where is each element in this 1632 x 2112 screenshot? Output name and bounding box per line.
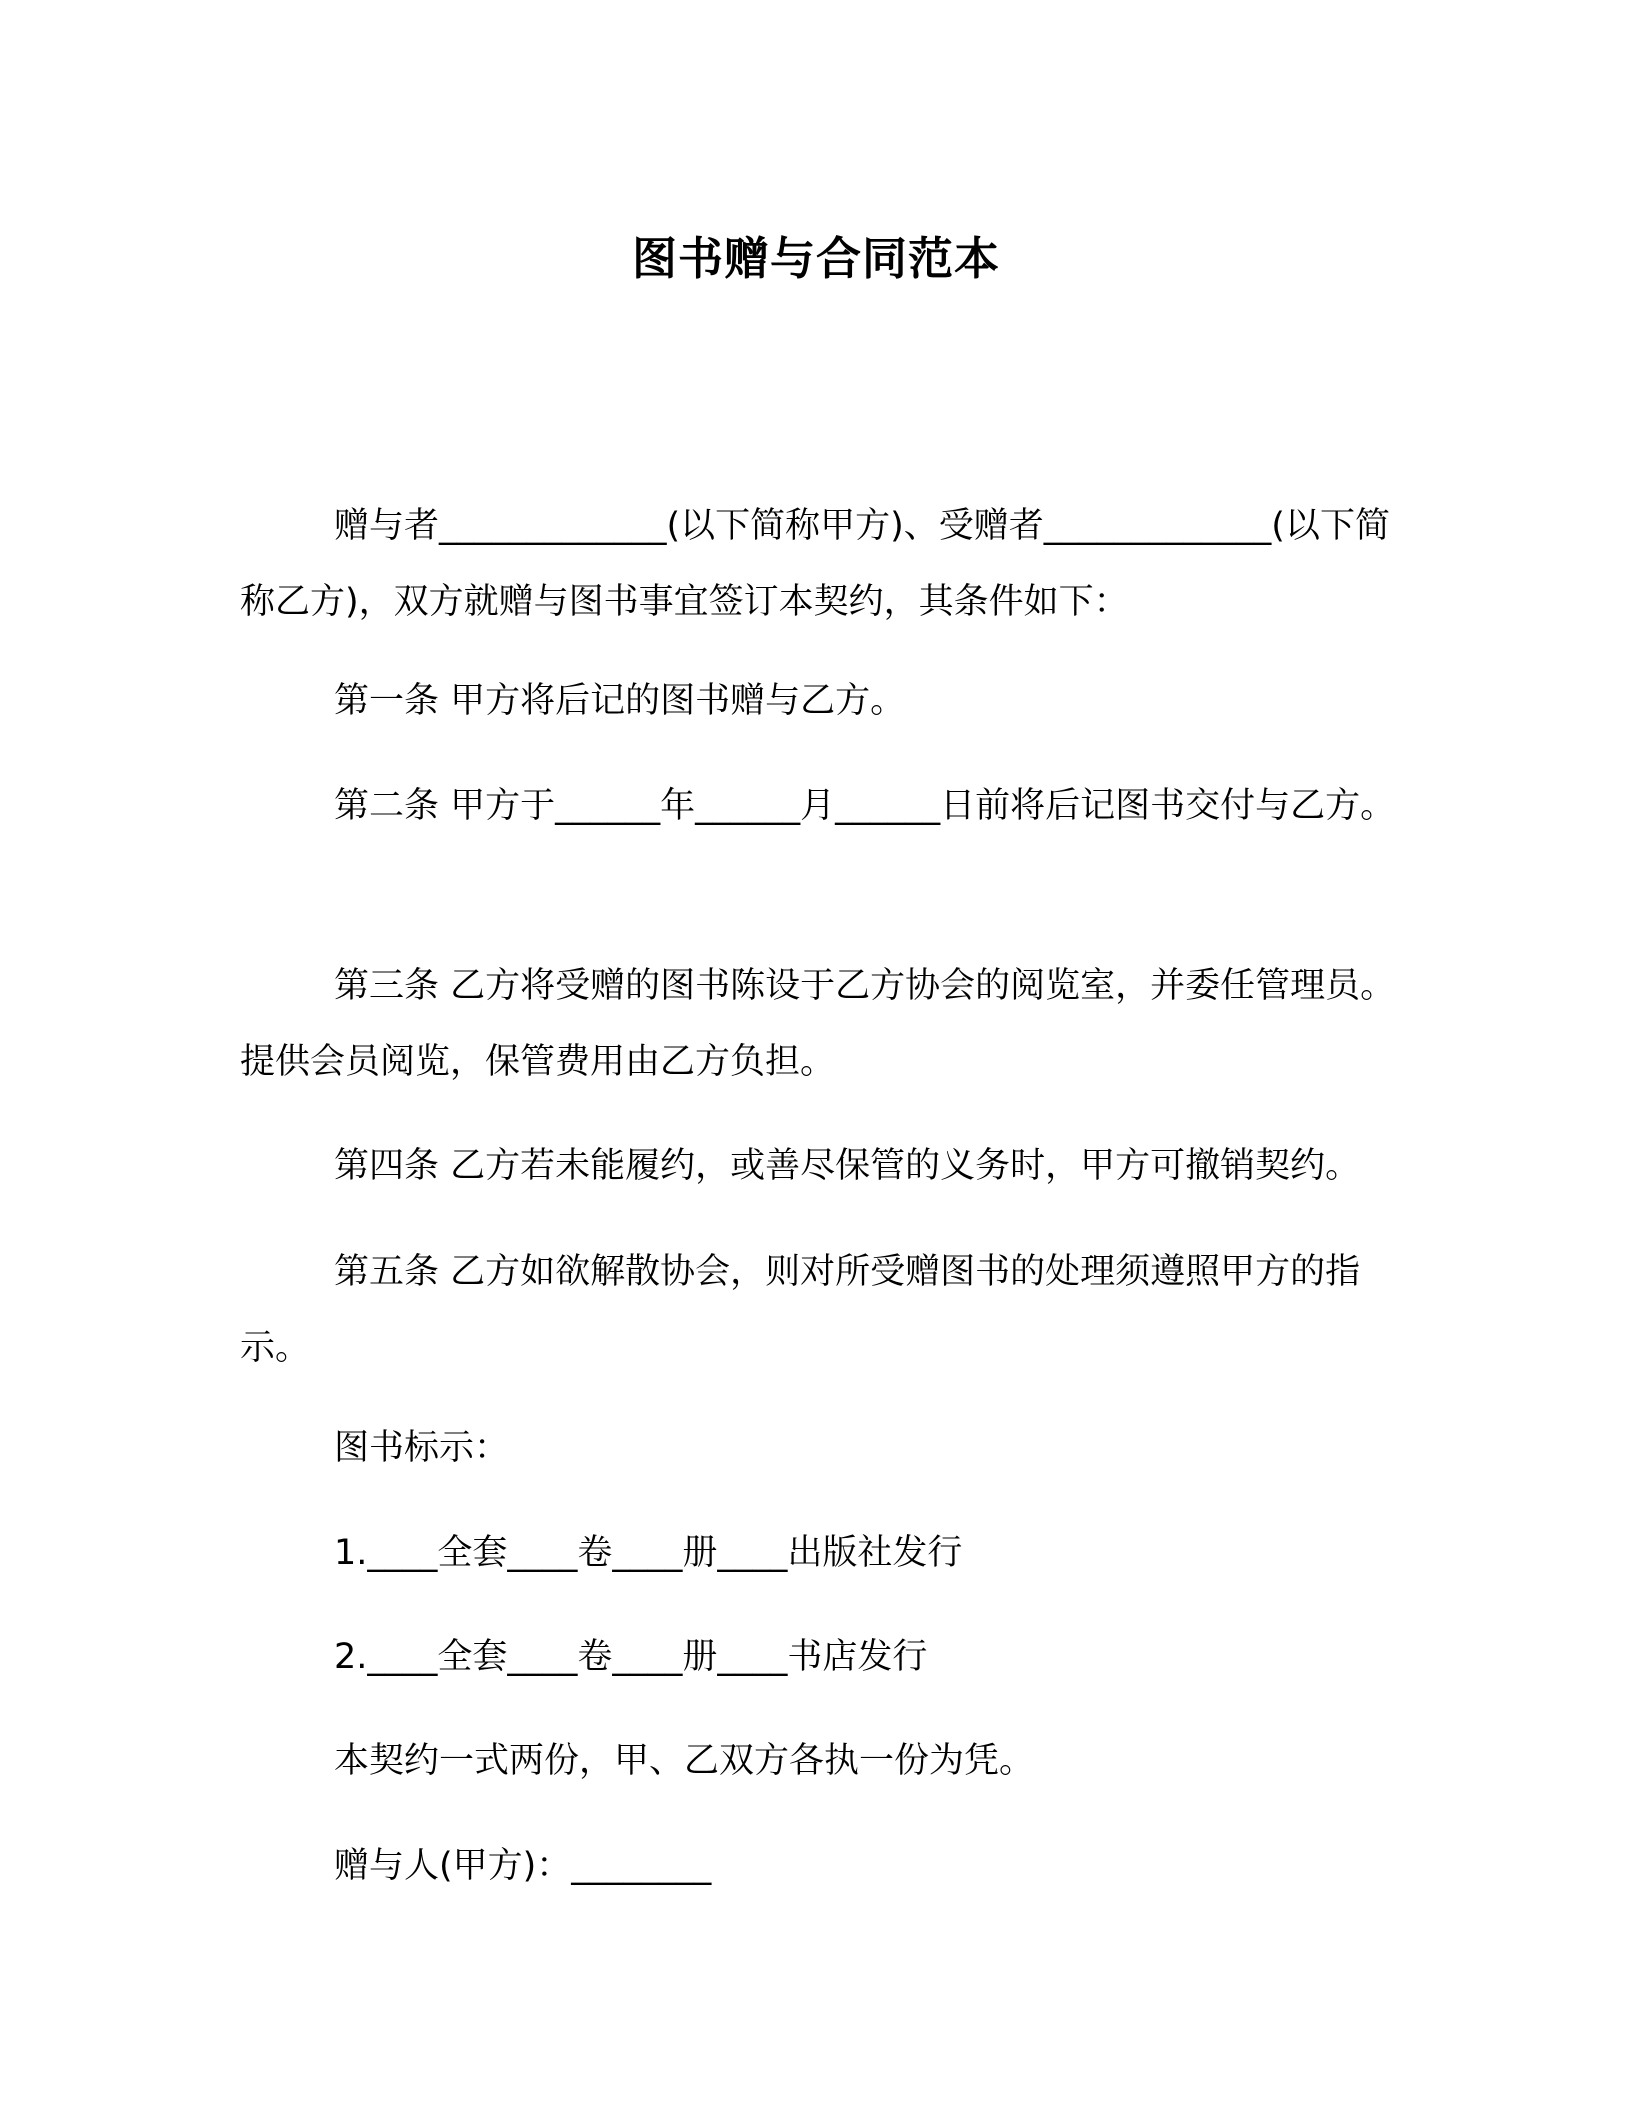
book-item-1: 1.____全套____卷____册____出版社发行 bbox=[334, 1533, 963, 1573]
donor-signature-line: 赠与人(甲方)：________ bbox=[334, 1846, 712, 1886]
article-2: 第二条 甲方于______年______月______日前将后记图书交付与乙方。 bbox=[334, 786, 1396, 826]
article-3: 第三条 乙方将受赠的图书陈设于乙方协会的阅览室，并委任管理员。提供会员阅览，保管费用由乙方负担。 bbox=[240, 966, 1396, 1082]
book-item-2: 2.____全套____卷____册____书店发行 bbox=[334, 1637, 928, 1677]
intro-paragraph: 赠与者_____________(以下简称甲方)、受赠者_____________(以下简称乙方)，双方就赠与图书事宜签订本契约，其条件如下： bbox=[240, 506, 1390, 622]
article-4: 第四条 乙方若未能履约，或善尽保管的义务时，甲方可撤销契约。 bbox=[334, 1146, 1361, 1186]
books-heading: 图书标示： bbox=[334, 1428, 510, 1468]
article-5: 第五条 乙方如欲解散协会，则对所受赠图书的处理须遵照甲方的指示。 bbox=[240, 1252, 1361, 1368]
copies-clause: 本契约一式两份，甲、乙双方各执一份为凭。 bbox=[334, 1741, 1035, 1781]
document-title: 图书赠与合同范本 bbox=[631, 232, 1000, 285]
article-1: 第一条 甲方将后记的图书赠与乙方。 bbox=[334, 681, 906, 721]
